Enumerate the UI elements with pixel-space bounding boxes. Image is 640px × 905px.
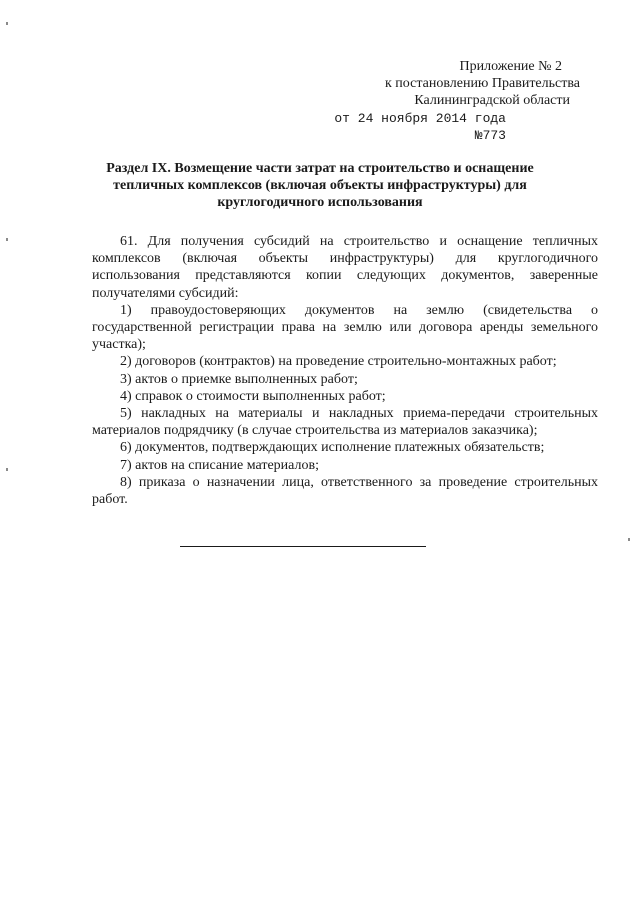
scan-speck (628, 538, 630, 541)
list-item: 6) документов, подтверждающих исполнение платежных обязательств; (120, 440, 545, 456)
list-item: 3) актов о приемке выполненных работ; (120, 371, 358, 387)
appendix-resolution-ref: к постановлению Правительства (384, 76, 580, 91)
closing-rule (180, 546, 426, 547)
section-title: Раздел IX. Возмещение части затрат на строительство и оснащение тепличных комплексов (включая объекты инфраструктуры) для круглогодичного использования (106, 161, 534, 210)
appendix-number: Приложение № 2 (459, 59, 562, 74)
appendix-date-number: от 24 ноября 2014 года №773 (334, 111, 506, 143)
list-item: 2) договоров (контрактов) на проведение строительно-монтажных работ; (120, 354, 557, 370)
list-item: 1) правоудостоверяющих документов на землю (свидетельства о государственной регистрации права на землю или договора аренды земельного участка); (92, 302, 598, 353)
list-item: 7) актов на списание материалов; (120, 457, 320, 473)
scan-speck (6, 22, 8, 25)
scan-speck (6, 238, 8, 241)
scan-speck (6, 468, 8, 471)
list-item: 5) накладных на материалы и накладных приема-передачи строительных материалов подрядчику (в случае строительства из материалов заказчика); (92, 406, 598, 439)
list-item: 8) приказа о назначении лица, ответственного за проведение строительных работ. (92, 474, 598, 508)
appendix-header (300, 58, 580, 144)
document-body (92, 233, 598, 508)
paragraph-61: 61. Для получения субсидий на строительство и оснащение тепличных комплексов (включая объекты инфраструктуры) для круглогодичного использования представляются копии следующих документов, заверенные получателями субсидий: (92, 234, 598, 301)
list-item: 4) справок о стоимости выполненных работ; (120, 388, 386, 404)
appendix-region: Калининградской области (414, 93, 570, 108)
